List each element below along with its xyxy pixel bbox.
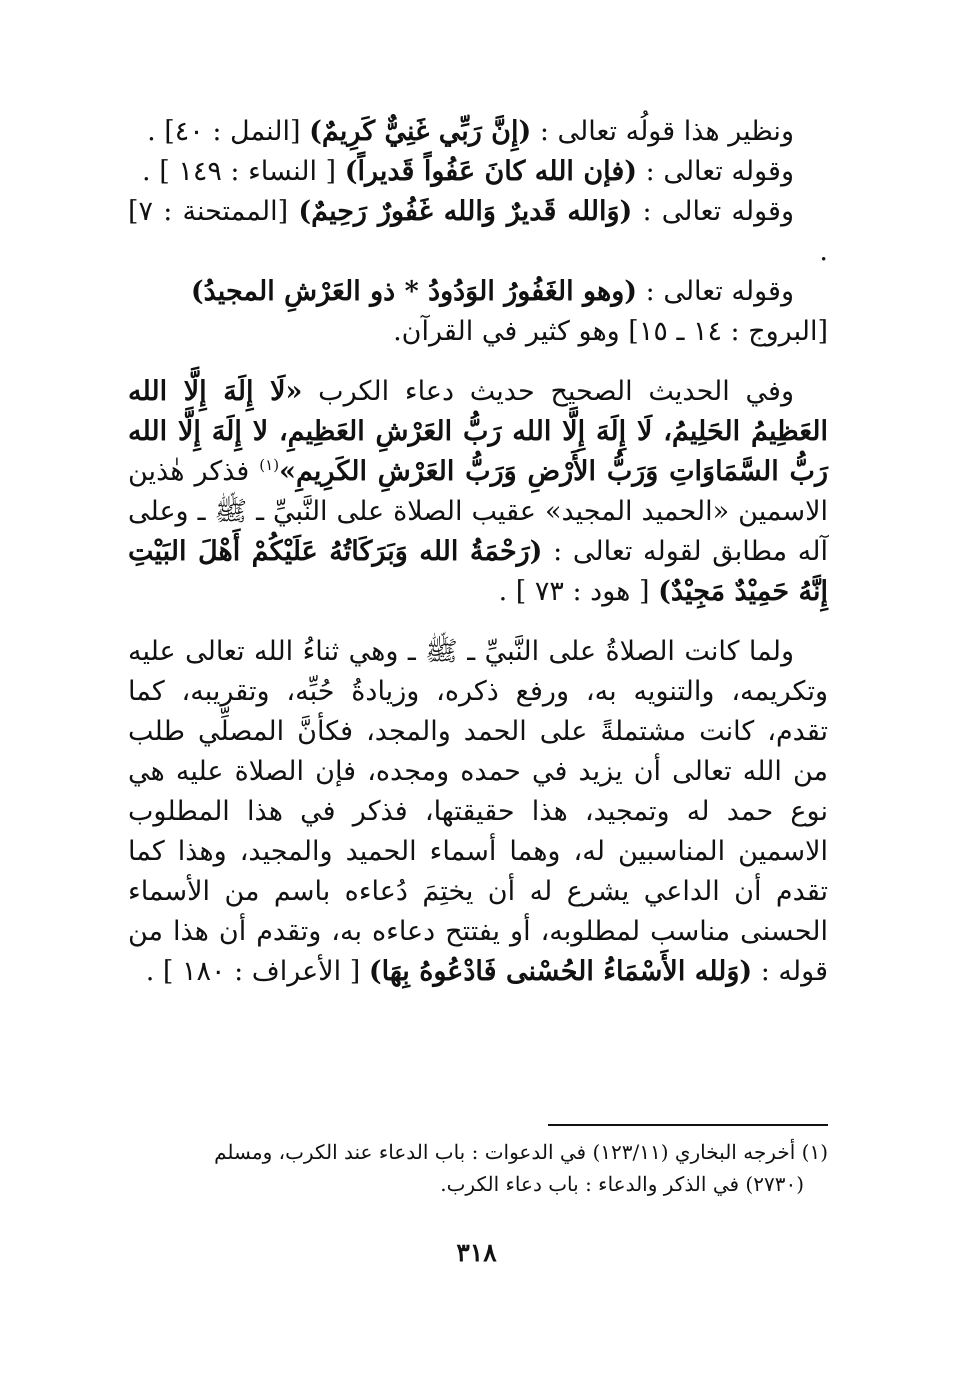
quran-verse: (فإن الله كانَ عَفُواً قَديراً) — [344, 156, 638, 187]
verse-line-4 — [128, 272, 828, 312]
verse-line-5 — [128, 312, 828, 352]
paragraph-verses — [128, 112, 828, 352]
intro-text: وقوله تعالى : — [632, 196, 794, 227]
verse-reference: [ الأعراف : ١٨٠ ] . — [145, 956, 369, 987]
hadith-text: «لَا إِلَهَ إِلَّا الله العَظِيمُ الحَلِيمُ، لَا إِلَهَ إِلَّا الله رَبُّ العَرْشِ العَظِيمِ، لا إِلَهَ إِلَّا الله رَبُّ السَّمَاوَاتِ وَرَبُّ الأَرْضِ وَرَبُّ العَرْشِ الكَرِيمِ» — [128, 376, 828, 487]
commentary-text: ولما كانت الصلاةُ على النَّبيِّ ـ ﷺ ـ وهي ثناءُ الله تعالى عليه وتكريمه، والتنويه به، ورفع ذكره، وزيادةُ حُبِّه، وتقريبه، كما تقدم، كانت مشتملةً على الحمد والمجد، فكأنَّ المصلِّي طلب من الله تعالى أن يزيد في حمده ومجده، فإن الصلاة عليه هي نوع حمد له وتمجيد، هذا حقيقتها، فذكر في هذا المطلوب الاسمين المناسبين له، وهما أسماء الحميد والمجيد، وهذا كما تقدم أن الداعي يشرع له أن يختِمَ دُعاءه باسم من الأسماء الحسنى مناسب لمطلوبه، أو يفتتح دعاءه به، وتقدم أن هذا من قوله : — [128, 636, 829, 987]
intro-text: ونظير هذا قولُه تعالى : — [531, 116, 794, 147]
main-text — [128, 112, 828, 1012]
verse-reference: [النمل : ٤٠] . — [147, 116, 310, 147]
verse-line-1 — [128, 112, 828, 152]
quran-verse: (وَلله الأَسْمَاءُ الحُسْنى فَادْعُوهُ بِهَا) — [368, 956, 753, 987]
verse-reference: [ النساء : ١٤٩ ] . — [142, 156, 345, 187]
quran-verse: (وَالله قَديرٌ وَالله غَفُورٌ رَحِيمٌ) — [298, 196, 633, 227]
hadith-intro: وفي الحديث الصحيح حديث دعاء الكرب — [302, 376, 795, 407]
quran-verse: (إِنَّ رَبِّي غَنِيٌّ كَرِيمٌ) — [309, 116, 532, 147]
paragraph-hadith — [128, 372, 828, 612]
verse-line-2 — [128, 152, 828, 192]
footnotes — [128, 1136, 828, 1200]
verse-line-3 — [128, 192, 828, 272]
footnote-marker: (١) — [259, 456, 280, 474]
page-number: ٣١٨ — [456, 1238, 497, 1267]
quran-verse: (وهو الغَفُورُ الوَدُودُ * ذو العَرْشِ المجيدُ) — [190, 276, 638, 307]
verse-reference: [الممتحنة : ٧] . — [128, 196, 828, 267]
footnote-line-2: (٢٧٣٠) في الذكر والدعاء : باب دعاء الكرب. — [440, 1172, 804, 1196]
footnote-line-1: (١) أخرجه البخاري (١٢٣/١١) في الدعوات : باب الدعاء عند الكرب، ومسلم — [214, 1140, 828, 1164]
paragraph-salah — [128, 632, 828, 992]
quran-verse: (رَحْمَةُ الله وَبَرَكَاتُهُ عَلَيْكُمْ أَهْلَ البَيْتِ إِنَّهُ حَمِيْدٌ مَجِيْدٌ) — [128, 536, 828, 607]
intro-text: وقوله تعالى : — [637, 156, 794, 187]
verse-reference: [ هود : ٧٣ ] . — [498, 576, 659, 607]
commentary-text: فذكر هٰذين الاسمين «الحميد المجيد» عقيب الصلاة على النَّبيِّ ـ ﷺ ـ وعلى آله مطابق لقوله تعالى : — [128, 456, 828, 567]
verse-reference: [البروج : ١٤ ـ ١٥] وهو كثير في القرآن. — [393, 316, 828, 347]
intro-text: وقوله تعالى : — [637, 276, 794, 307]
footnote-divider — [548, 1124, 828, 1126]
